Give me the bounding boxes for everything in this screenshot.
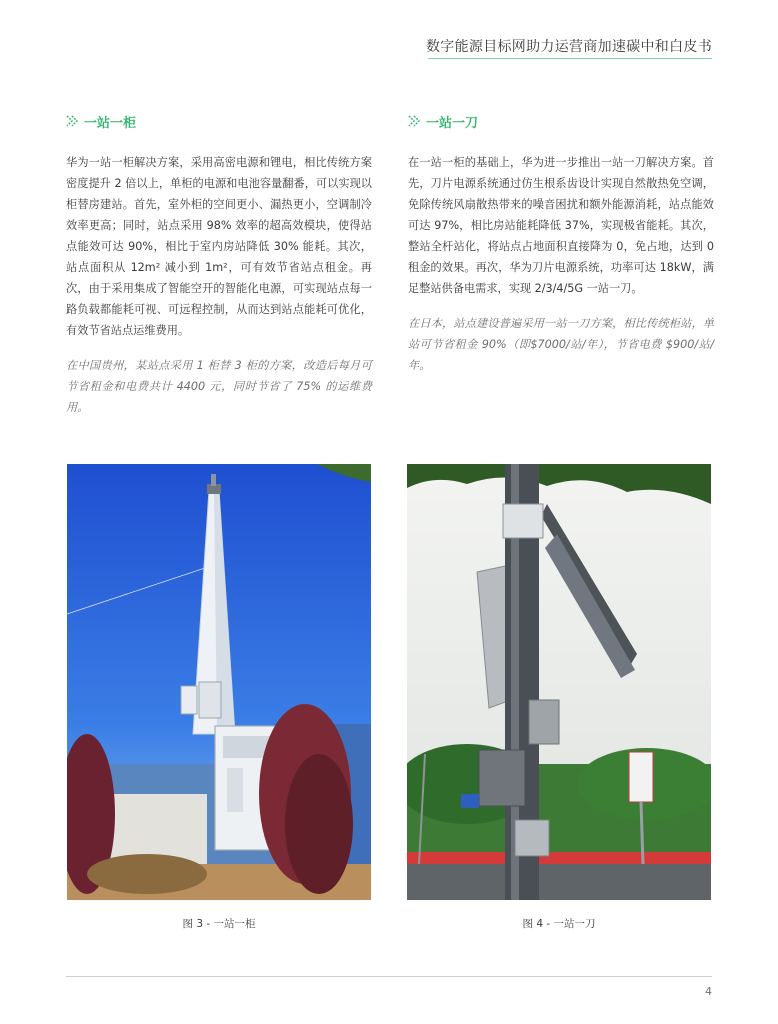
section-title: 一站一柜 xyxy=(84,115,137,131)
tower-cabinet-illustration xyxy=(67,464,371,900)
section-heading xyxy=(66,110,372,132)
header-title: 数字能源目标网助力运营商加速碳中和白皮书 xyxy=(426,39,712,55)
figure-3-photo xyxy=(67,464,371,900)
page-number: 4 xyxy=(705,985,712,998)
section-title: 一站一刀 xyxy=(426,115,479,131)
figure-3-caption: 图 3 - 一站一柜 xyxy=(182,918,256,930)
pole-blade-illustration xyxy=(407,464,711,900)
double-chevron-icon xyxy=(408,114,422,128)
section-one-site-one-cabinet xyxy=(66,110,372,432)
section-paragraph: 华为一站一柜解决方案，采用高密电源和锂电，相比传统方案密度提升 2 倍以上，单柜的电源和电池容量翻番，可以实现以柜替房建站。首先，室外柜的空间更小、漏热更小，空调制冷效率更高；同时，站点采用 98% 效率的超高效模块，使得站点能效可达 90%，相比于室内房站降低 30% 能耗。其次，站点面积从 12m² 减小到 1m²，可有效节省站点租金。再次，由于采用集成了智能空开的智能化电源，可实现站点每一路负载都能耗可视、可远程控制，从而达到站点能耗可优化，有效节省站点运维费用。 xyxy=(66,156,372,337)
header-rule xyxy=(428,58,712,59)
footer-rule xyxy=(66,976,712,977)
section-paragraph: 在一站一柜的基础上，华为进一步推出一站一刀解决方案。首先，刀片电源系统通过仿生根系齿设计实现自然散热免空调，免除传统风扇散热带来的噪音困扰和额外能源消耗，站点能效可达 97%，相比房站能耗降低 37%，实现极省能耗。其次，整站全杆站化，将站点占地面积直接降为 0，免占地，达到 0 租金的效果。再次，华为刀片电源系统，功率可达 18kW，满足整站供备电需求，实现 2/3/4/5G 一站一刀。 xyxy=(408,156,714,295)
double-chevron-icon xyxy=(66,114,80,128)
case-note: 在日本，站点建设普遍采用一站一刀方案，相比传统柜站，单站可节省租金 90%（即$7000/站/年），节省电费 $900/站/年。 xyxy=(408,317,714,372)
case-note: 在中国贵州，某站点采用 1 柜替 3 柜的方案，改造后每月可节省租金和电费共计 4400 元，同时节省了 75% 的运维费用。 xyxy=(66,359,372,414)
figure-4-photo xyxy=(407,464,711,900)
section-one-site-one-blade xyxy=(408,110,714,390)
section-heading xyxy=(408,110,714,132)
figure-4-caption: 图 4 - 一站一刀 xyxy=(522,918,596,930)
